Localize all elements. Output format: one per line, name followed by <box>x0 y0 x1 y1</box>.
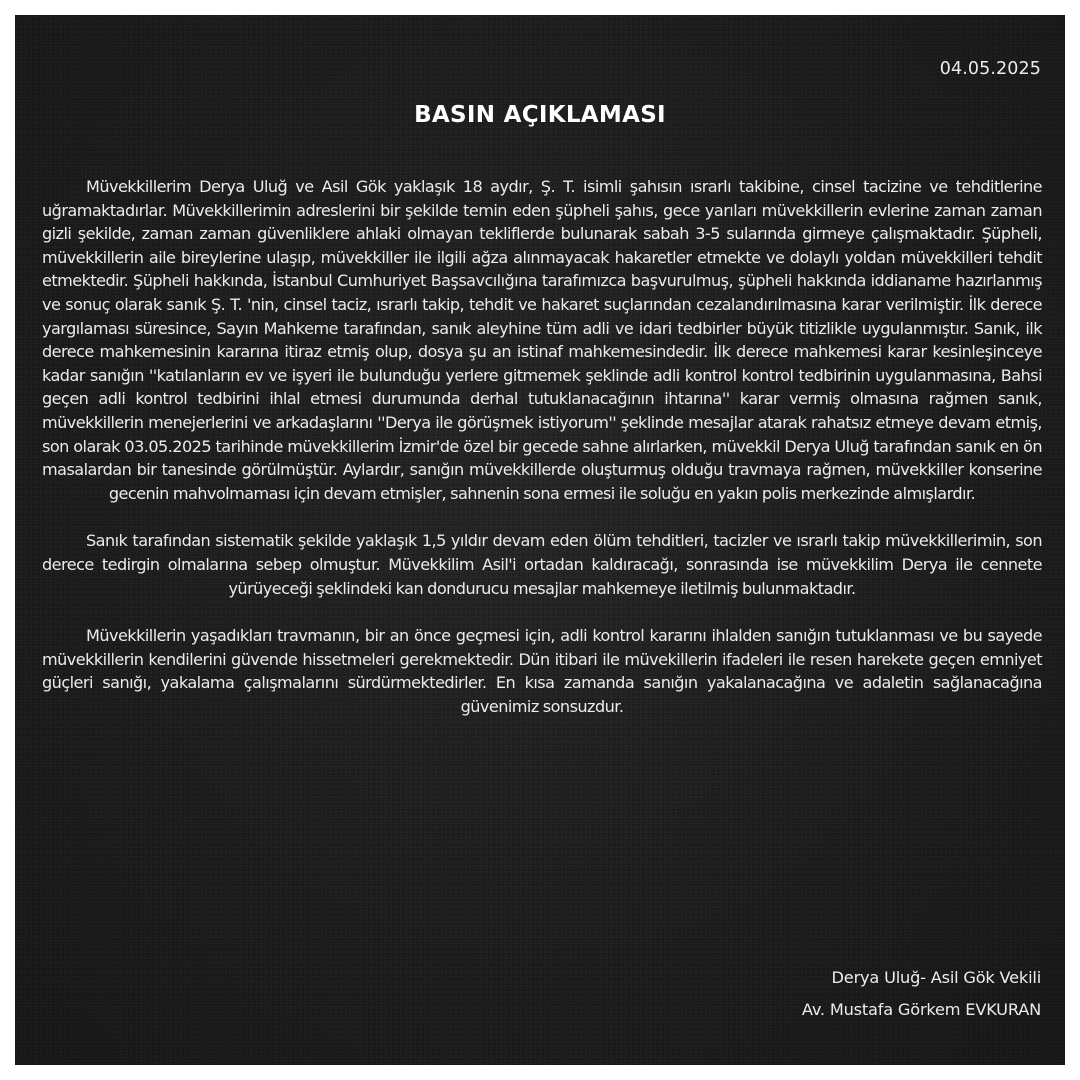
signature-block <box>802 962 1041 1026</box>
press-release-card <box>15 15 1065 1065</box>
signature-represented-parties: Derya Uluğ- Asil Gök Vekili <box>831 968 1041 987</box>
release-date: 04.05.2025 <box>939 59 1041 79</box>
signature-lawyer-name: Av. Mustafa Görkem EVKURAN <box>801 1000 1041 1019</box>
page-title: BASIN AÇIKLAMASI <box>414 102 666 128</box>
press-release-body <box>42 175 1042 742</box>
paragraph-3: Müvekkillerin yaşadıkları travmanın, bir an önce geçmesi için, adli kontrol kararını ihlalden sanığın tutuklanması ve bu sayede müvekkillerin kendilerini güvende hissetmeleri gerekmektedir. Dün itibari ile müvekillerin ifadeleri ile resen harekete geçen emniyet güçleri sanığı, yakalama çalışmalarını sürdürmektedirler. En kısa zamanda sanığın yakalanacağına ve adaletin sağlanacağına güvenimiz sonsuzdur. <box>42 626 1042 716</box>
paragraph-2: Sanık tarafından sistematik şekilde yaklaşık 1,5 yıldır devam eden ölüm tehditleri, tacizler ve ısrarlı takip müvekkillerimin, son derece tedirgin olmalarına sebep olmuştur. Müvekkilim Asil'i ortadan kaldıracağı, sonrasında ise müvekkilim Derya ile cennete yürüyeceği şeklindeki kan dondurucu mesajlar mahkemeye iletilmiş bulunmaktadır. <box>42 531 1042 598</box>
paragraph-1: Müvekkillerim Derya Uluğ ve Asil Gök yaklaşık 18 aydır, Ş. T. isimli şahısın ısrarlı takibine, cinsel tacizine ve tehditlerine uğramaktadırlar. Müvekkillerimin adreslerini bir şekilde temin eden şüpheli şahıs, gece yarıları müvekkillerin evlerine zaman zaman gizli şekilde, zaman zaman güvenliklere ahlaki olmayan tekliflerde bulunarak sabah 3-5 sularında girmeye çalışmaktadır. Şüpheli, müvekkillerin aile bireylerine ulaşıp, müvekkiller ile ilgili ağza alınmayacak hakaretler etmekte ve dolaylı yoldan müvekkilleri tehdit etmektedir. Şüpheli hakkında, İstanbul Cumhuriyet Başsavcılığına tarafımızca başvurulmuş, şüpheli hakkında iddianame hazırlanmış ve sonuç olarak sanık Ş. T. 'nin, cinsel taciz, ısrarlı takip, tehdit ve hakaret suçlarından cezalandırılmasına karar verilmiştir. İlk derece yargılaması süresince, Sayın Mahkeme tarafından, sanık aleyhine tüm adli ve idari tedbirler büyük titizlikle uygulanmıştır. Sanık, ilk derece mahkemesinin kararına itiraz etmiş olup, dosya şu an istinaf mahkemesindedir. İlk derece mahkemesi karar kesinleşinceye kadar sanığın ''katılanların ev ve işyeri ile bulunduğu yerlere gitmemek şeklinde adli kontrol kontrol tedbirinin uygulanmasına, Bahsi geçen adli kontrol tedbirini ihlal etmesi durumunda derhal tutuklanacağının ihtarına'' karar vermiş olmasına rağmen sanık, müvekkillerin menejerlerini ve arkadaşlarını ''Derya ile görüşmek istiyorum'' şeklinde mesajlar atarak rahatsız etmeye devam etmiş, son olarak 03.05.2025 tarihinde müvekkillerim İzmir'de özel bir gecede sahne alırlarken, müvekkil Derya Uluğ tarafından sanık en ön masalardan bir tanesinde görülmüştür. Aylardır, sanığın müvekkillerde oluşturmuş olduğu travmaya rağmen, müvekkiller konserine gecenin mahvolmaması için devam etmişler, sahnenin sona ermesi ile soluğu en yakın polis merkezinde almışlardır. <box>42 177 1042 503</box>
